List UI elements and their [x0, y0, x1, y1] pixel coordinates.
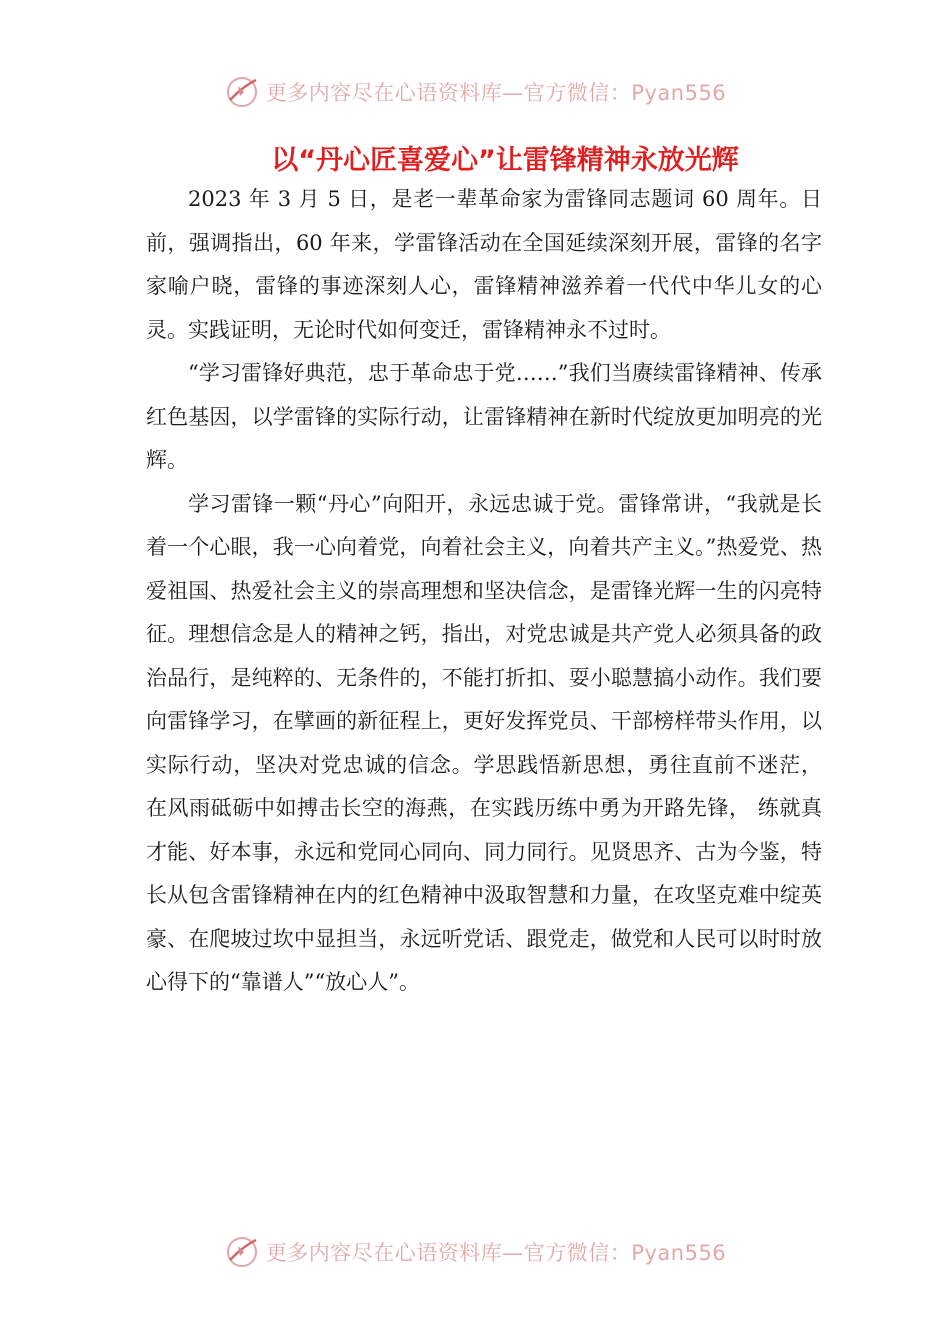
paragraph-1: 2023 年 3 月 5 日，是老一辈革命家为雷锋同志题词 60 周年。日前，强调指出，60 年来，学雷锋活动在全国延续深刻开展，雷锋的名字家喻户晓，雷锋的事迹深刻人心，雷锋精神滋养着一代代中华儿女的心灵。实践证明，无论时代如何变迁，雷锋精神永不过时。	[146, 187, 822, 342]
header-watermark	[0, 70, 950, 114]
watermark-logo-icon	[224, 74, 260, 110]
paragraph-2: “学习雷锋好典范，忠于革命忠于党……”我们当赓续雷锋精神、传承红色基因，以学雷锋的实际行动，让雷锋精神在新时代绽放更加明亮的光辉。	[146, 361, 822, 472]
paragraph-3: 学习雷锋一颗“丹心”向阳开，永远忠诚于党。雷锋常讲，“我就是长着一个心眼，我一心向着党，向着社会主义，向着共产主义。”热爱党、热爱祖国、热爱社会主义的崇高理想和坚决信念，是雷锋光辉一生的闪亮特征。理想信念是人的精神之钙，指出，对党忠诚是共产党人必须具备的政治品行，是纯粹的、无条件的，不能打折扣、耍小聪慧搞小动作。我们要向雷锋学习，在擘画的新征程上，更好发挥党员、干部榜样带头作用，以实际行动，坚决对党忠诚的信念。学思践悟新思想，勇往直前不迷茫， 在风雨砥砺中如搏击长空的海燕，在实践历练中勇为开路先锋， 练就真才能、好本事，永远和党同心同向、同力同行。见贤思齐、古为今鉴，特长从包含雷锋精神在内的红色精神中汲取智慧和力量，在攻坚克难中绽英豪、在爬坡过坎中显担当，永远听党话、跟党走，做党和人民可以时时放心得下的“靠谱人”“放心人”。	[146, 491, 822, 994]
document-title: 以“丹心匠喜爱心”让雷锋精神永放光辉	[271, 145, 739, 176]
watermark-text: 更多内容尽在心语资料库—官方微信：Pyan556	[265, 81, 727, 105]
footer-watermark	[0, 1230, 950, 1274]
watermark-logo-icon	[224, 1234, 260, 1270]
document-body	[146, 178, 822, 1005]
watermark-text: 更多内容尽在心语资料库—官方微信：Pyan556	[265, 1241, 727, 1265]
